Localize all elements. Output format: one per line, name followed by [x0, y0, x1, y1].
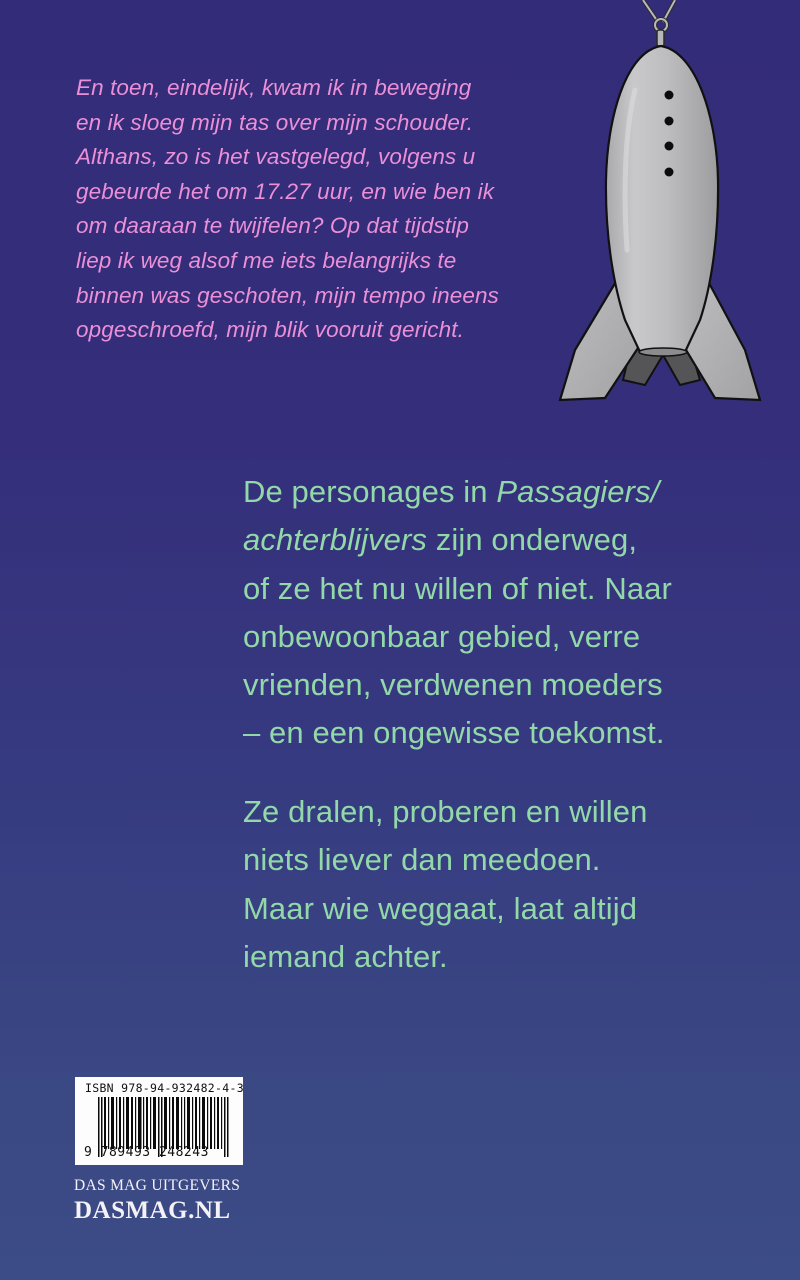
publisher-info — [74, 1176, 240, 1226]
blurb-line: niets liever dan meedoen. — [243, 842, 601, 878]
publisher-url: DASMAG.NL — [74, 1197, 231, 1224]
excerpt-line: gebeurde het om 17.27 uur, en wie ben ik — [76, 178, 495, 204]
excerpt-line: om daaraan te twijfelen? Op dat tijdstip — [76, 213, 469, 239]
blurb-line: Maar wie weggaat, laat altijd — [243, 890, 638, 926]
blurb-line: of ze het nu willen of niet. Naar — [243, 570, 672, 606]
blurb-line: Ze dralen, proberen en willen — [243, 794, 648, 829]
blurb-line: vrienden, verdwenen moeders — [243, 667, 663, 703]
isbn-barcode — [75, 1077, 243, 1165]
blurb-line: – en een ongewisse toekomst. — [243, 715, 665, 751]
blurb-line: onbewoonbaar gebied, verre — [243, 618, 641, 654]
excerpt-line: opgeschroefd, mijn blik vooruit gericht. — [76, 317, 464, 343]
excerpt-line: liep ik weg alsof me iets belangrijks te — [76, 247, 457, 273]
excerpt-quote — [76, 71, 546, 348]
blurb-line: De personages in Passagiers/ — [243, 474, 660, 509]
blurb-paragraph-1 — [243, 468, 672, 758]
rocket-icon — [555, 0, 770, 410]
excerpt-line: Althans, zo is het vastgelegd, volgens u — [76, 144, 476, 170]
book-title: achterblijvers — [243, 522, 428, 558]
blurb-paragraph-2 — [243, 788, 647, 981]
publisher-name: DAS MAG UITGEVERS — [74, 1177, 241, 1194]
book-title: Passagiers/ — [496, 474, 660, 509]
excerpt-line: binnen was geschoten, mijn tempo ineens — [76, 282, 499, 308]
blurb-line: iemand achter. — [243, 938, 448, 974]
excerpt-line: en ik sloeg mijn tas over mijn schouder. — [76, 109, 474, 135]
isbn-label: ISBN 978-94-932482-4-3 — [85, 1081, 244, 1095]
excerpt-line: En toen, eindelijk, kwam ik in beweging — [76, 75, 472, 100]
barcode-digits: 9 789493 248243 — [84, 1145, 209, 1160]
blurb-line: achterblijvers zijn onderweg, — [243, 522, 638, 558]
